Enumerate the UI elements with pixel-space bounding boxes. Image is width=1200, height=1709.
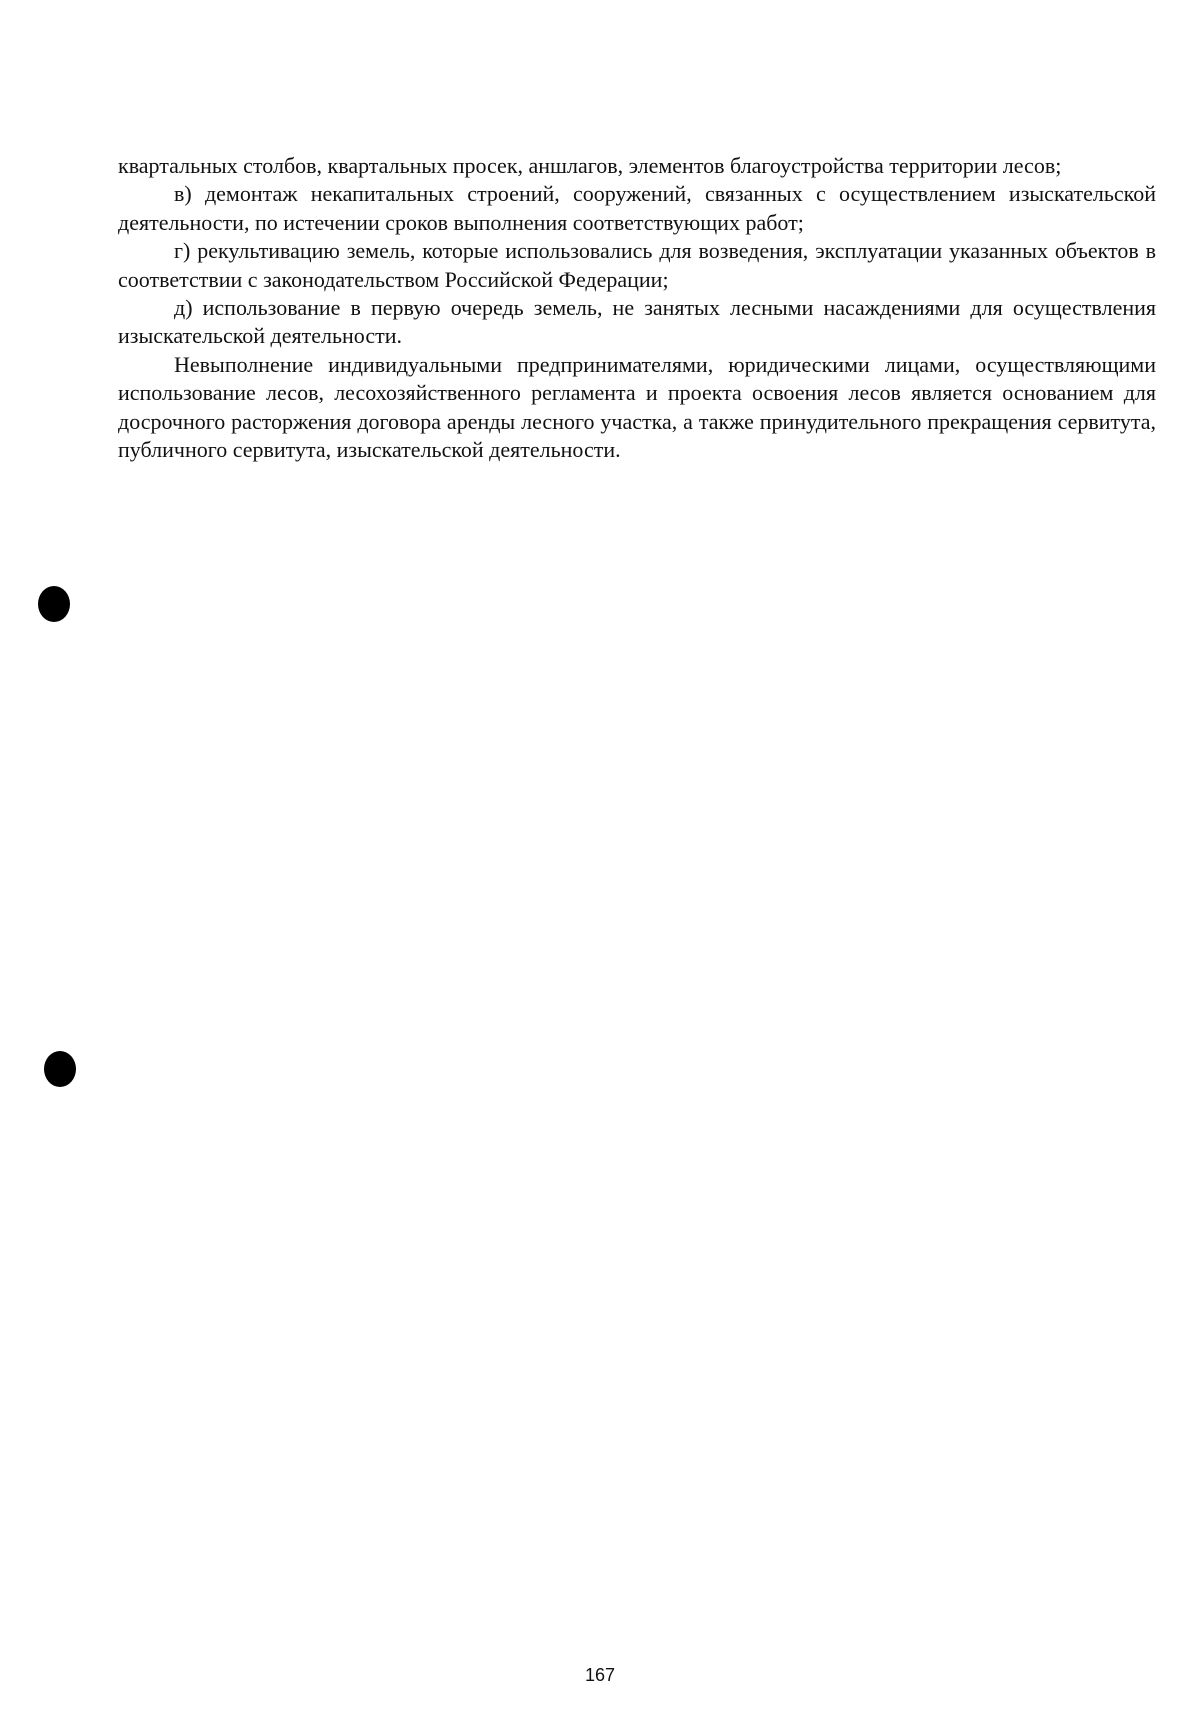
paragraph-item-d: д) использование в первую очередь земель, не занятых лесными насаждениями для осуществления изыскательской деятельности. — [118, 295, 1156, 349]
paragraph-item-g: г) рекультивацию земель, которые использовались для возведения, эксплуатации указанных объектов в соответствии с законодательством Российской Федерации; — [118, 238, 1156, 292]
paragraph-item-v: в) демонтаж некапитальных строений, сооружений, связанных с осуществлением изыскательской деятельности, по истечении сроков выполнения соответствующих работ; — [118, 181, 1156, 235]
page-number: 167 — [584, 1665, 616, 1685]
punch-hole-mark — [38, 586, 70, 622]
paragraph-continuation: квартальных столбов, квартальных просек, аншлагов, элементов благоустройства территории лесов; — [118, 153, 1062, 178]
paragraph-noncompliance: Невыполнение индивидуальными предпринимателями, юридическими лицами, осуществляющими использование лесов, лесохозяйственного регламента и проекта освоения лесов является основанием для досрочного расторжения договора аренды лесного участка, а также принудительного прекращения сервитута, публичного сервитута, изыскательской деятельности. — [118, 351, 1156, 463]
document-body — [118, 152, 1156, 464]
punch-hole-mark — [44, 1051, 76, 1087]
